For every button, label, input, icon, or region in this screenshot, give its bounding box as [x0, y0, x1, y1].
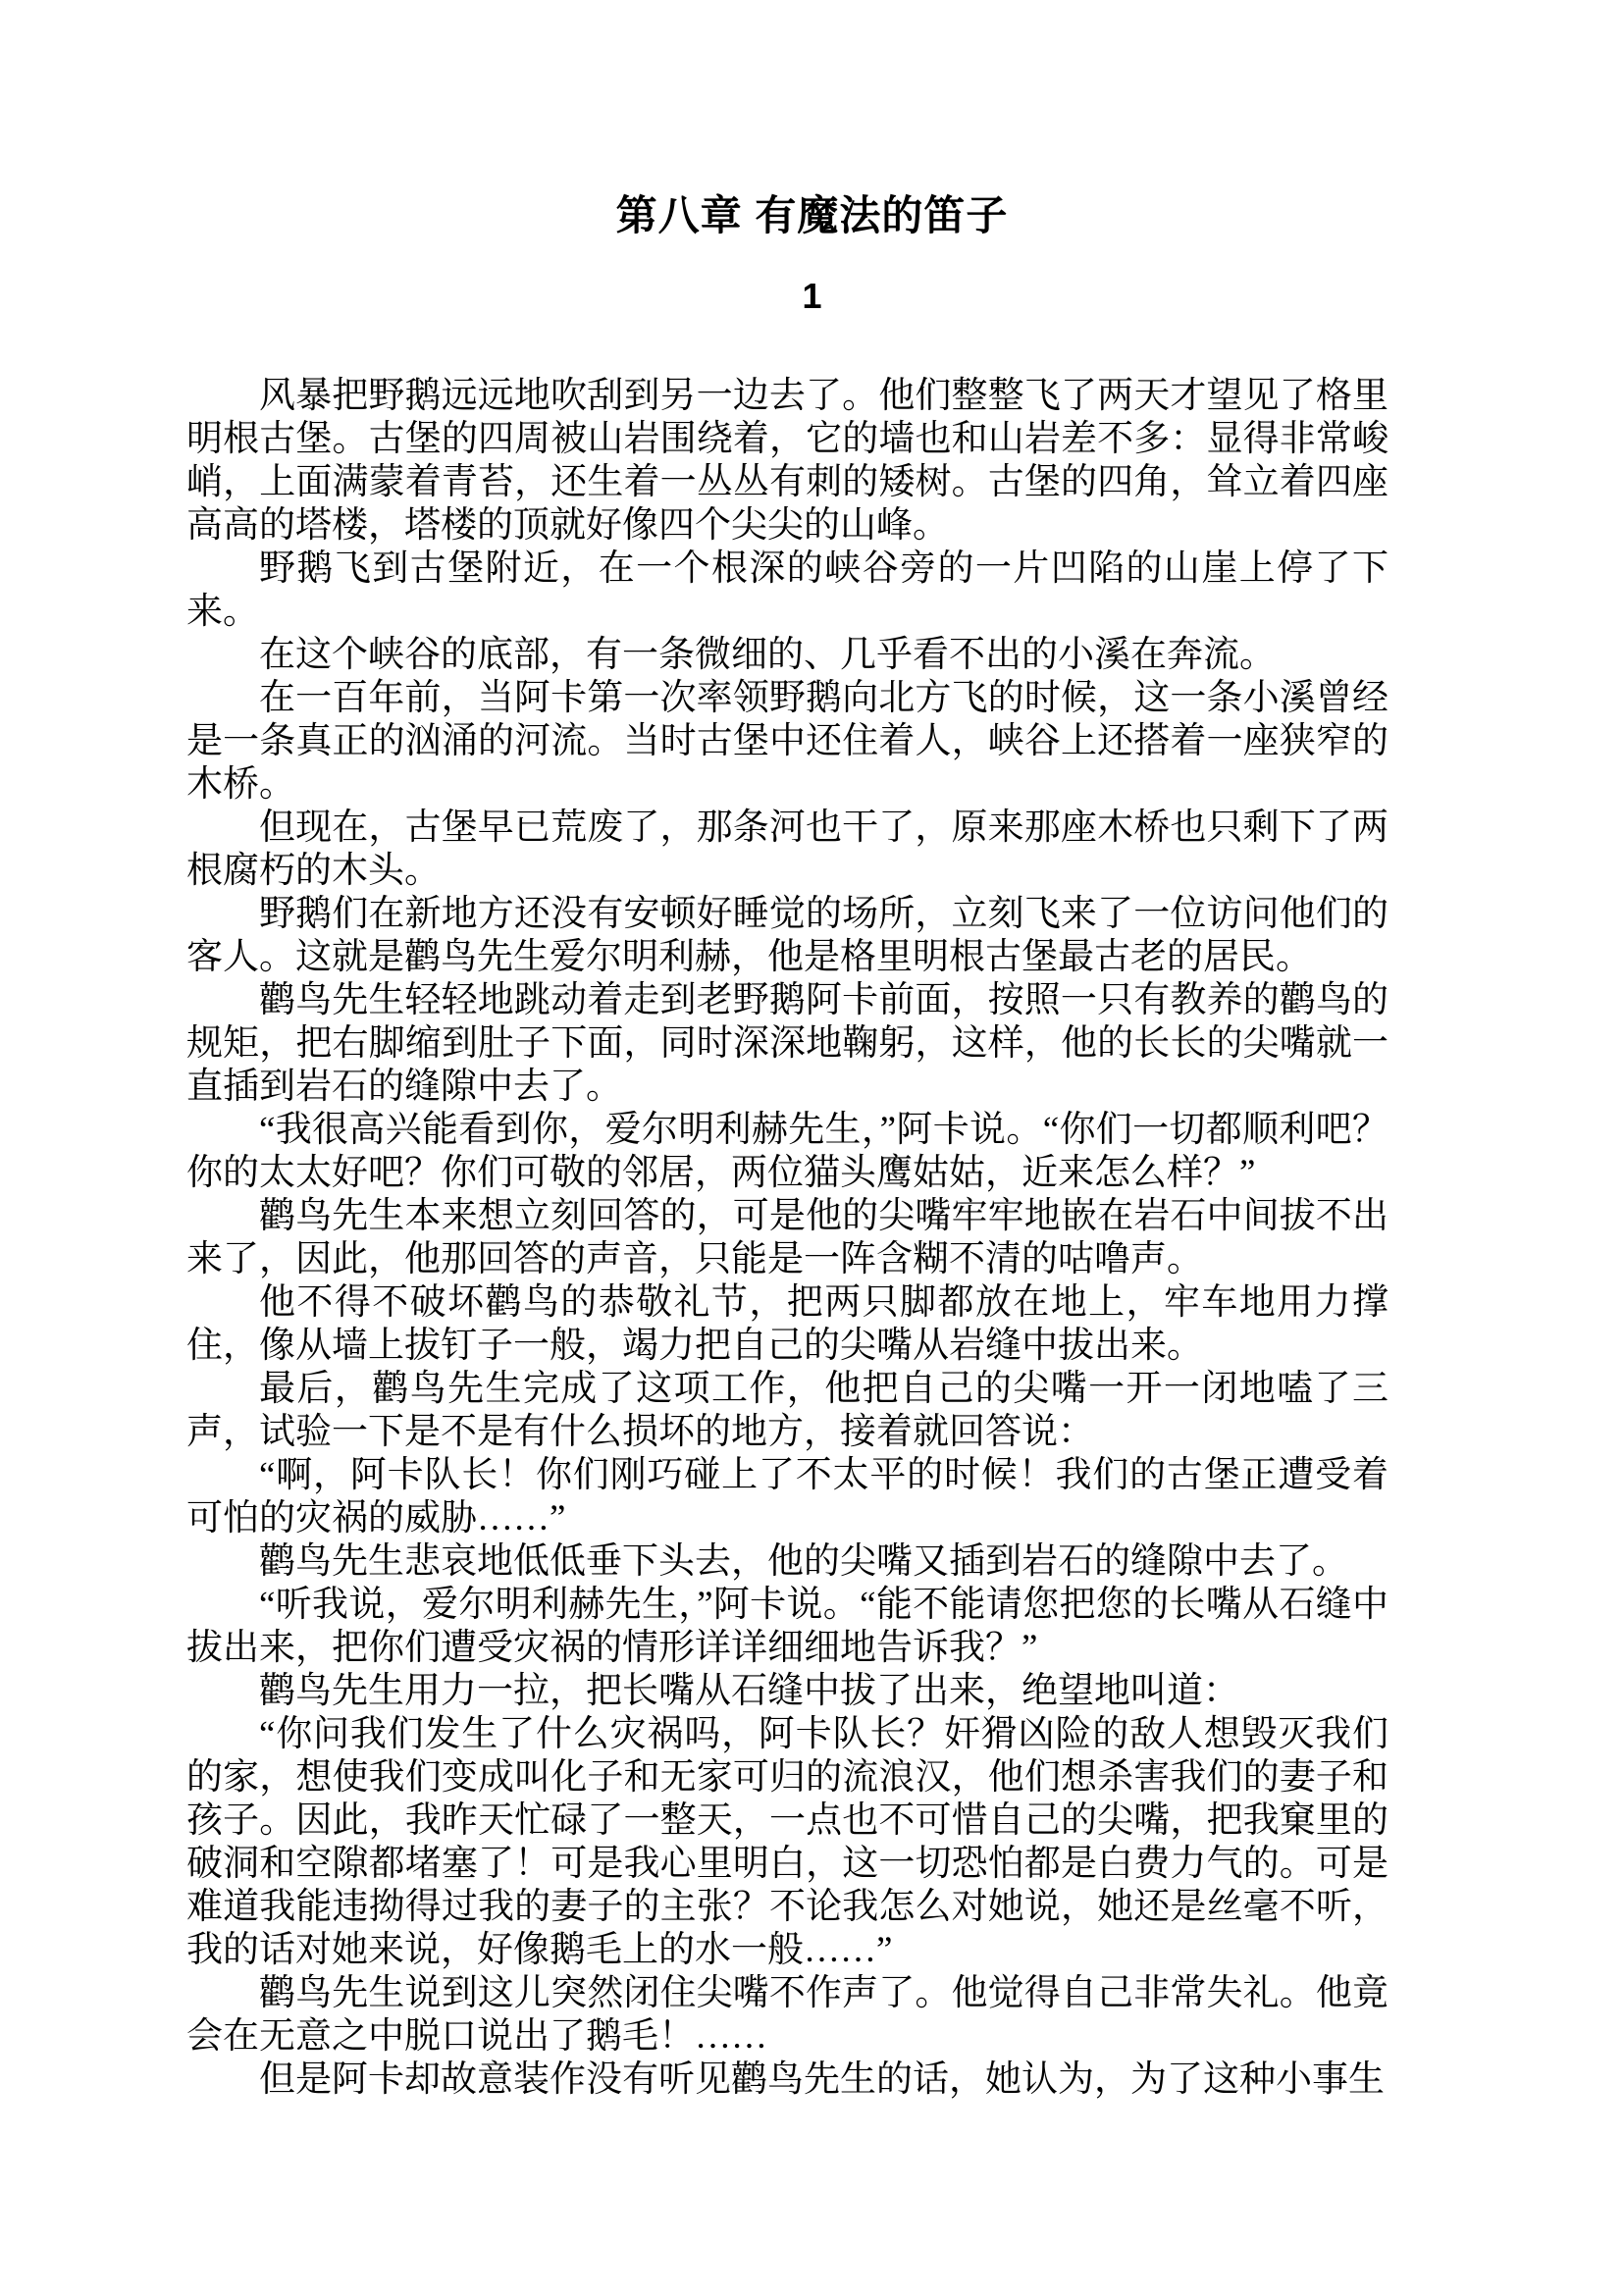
paragraph: 风暴把野鹅远远地吹刮到另一边去了。他们整整飞了两天才望见了格里明根古堡。古堡的四周被山岩围绕着，它的墙也和山岩差不多：显得非常峻峭，上面满蒙着青苔，还生着一丛丛有刺的矮树。古堡的四角，耸立着四座高高的塔楼，塔楼的顶就好像四个尖尖的山峰。	[186, 376, 1388, 546]
paragraph: “啊，阿卡队长！你们刚巧碰上了不太平的时候！我们的古堡正遭受着可怕的灾祸的威胁……”	[186, 1455, 1388, 1538]
paragraph: 鹳鸟先生用力一拉，把长嘴从石缝中拔了出来，绝望地叫道：	[259, 1671, 1239, 1711]
chapter-title: 第八章 有魔法的笛子	[615, 192, 1009, 238]
paragraph: 但现在，古堡早已荒废了，那条河也干了，原来那座木桥也只剩下了两根腐朽的木头。	[186, 808, 1388, 891]
section-number: 1	[802, 276, 822, 316]
paragraph: 鹳鸟先生说到这儿突然闭住尖嘴不作声了。他觉得自己非常失礼。他竟会在无意之中脱口说出了鹅毛！……	[186, 1973, 1388, 2057]
paragraph: 最后，鹳鸟先生完成了这项工作，他把自己的尖嘴一开一闭地嗑了三声，试验一下是不是有什么损坏的地方，接着就回答说：	[186, 1369, 1388, 1452]
paragraph: 在一百年前，当阿卡第一次率领野鹅向北方飞的时候，这一条小溪曾经是一条真正的汹涌的河流。当时古堡中还住着人，峡谷上还搭着一座狭窄的木桥。	[186, 678, 1388, 805]
paragraph: 他不得不破坏鹳鸟的恭敬礼节，把两只脚都放在地上，牢车地用力撑住，像从墙上拔钉子一般，竭力把自己的尖嘴从岩缝中拔出来。	[186, 1282, 1388, 1366]
paragraph: 野鹅们在新地方还没有安顿好睡觉的场所，立刻飞来了一位访问他们的客人。这就是鹳鸟先生爱尔明利赫，他是格里明根古堡最古老的居民。	[186, 894, 1388, 977]
paragraph: 在这个峡谷的底部，有一条微细的、几乎看不出的小溪在奔流。	[259, 635, 1276, 675]
paragraph: 鹳鸟先生轻轻地跳动着走到老野鹅阿卡前面，按照一只有教养的鹳鸟的规矩，把右脚缩到肚子下面，同时深深地鞠躬，这样，他的长长的尖嘴就一直插到岩石的缝隙中去了。	[186, 980, 1388, 1107]
paragraph: 鹳鸟先生悲哀地低低垂下头去，他的尖嘴又插到岩石的缝隙中去了。	[259, 1541, 1348, 1582]
paragraph: “我很高兴能看到你，爱尔明利赫先生，”阿卡说。“你们一切都顺利吧？你的太太好吧？你们可敬的邻居，两位猫头鹰姑姑，近来怎么样？”	[186, 1110, 1388, 1193]
paragraph: 鹳鸟先生本来想立刻回答的，可是他的尖嘴牢牢地嵌在岩石中间拔不出来了，因此，他那回答的声音，只能是一阵含糊不清的咕噜声。	[186, 1196, 1388, 1279]
paragraph: “你问我们发生了什么灾祸吗，阿卡队长？奸猾凶险的敌人想毁灭我们的家，想使我们变成叫化子和无家可归的流浪汉，他们想杀害我们的妻子和孩子。因此，我昨天忙碌了一整天，一点也不可惜自己的尖嘴，把我窠里的破洞和空隙都堵塞了！可是我心里明白，这一切恐怕都是白费力气的。可是难道我能违拗得过我的妻子的主张？不论我怎么对她说，她还是丝毫不听，我的话对她来说，好像鹅毛上的水一般……”	[186, 1714, 1388, 1970]
paragraph: “听我说，爱尔明利赫先生，”阿卡说。“能不能请您把您的长嘴从石缝中拔出来，把你们遭受灾祸的情形详详细细地告诉我？”	[186, 1585, 1388, 1668]
body-text	[0, 375, 1624, 2102]
paragraph: 但是阿卡却故意装作没有听见鹳鸟先生的话，她认为，为了这种小事生	[259, 2059, 1385, 2100]
paragraph: 野鹅飞到古堡附近，在一个根深的峡谷旁的一片凹陷的山崖上停了下来。	[186, 548, 1388, 632]
